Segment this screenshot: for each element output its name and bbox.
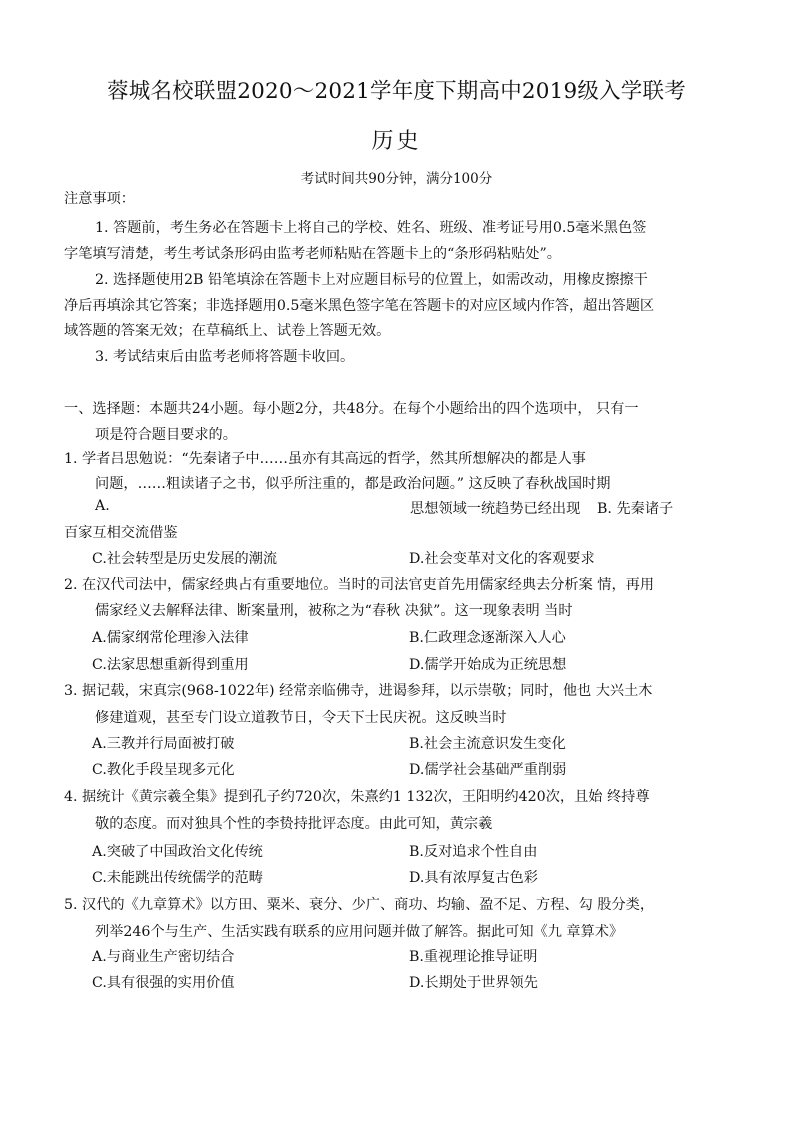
question-5-option-a: A.与商业生产密切结合 (92, 949, 235, 965)
question-5-stem: 列举246个与生产、生活实践有联系的应用问题并做了解答。据此可知《九 章算术》 (95, 924, 624, 940)
section-heading-cont: 项是符合题目要求的。 (95, 427, 237, 443)
question-2-option-a: A.儒家纲常伦理渗入法律 (92, 630, 249, 646)
question-2-option-d: D.儒学开始成为正统思想 (409, 657, 567, 673)
exam-title: 蓉城名校联盟2020～2021学年度下期高中2019级入学联考 (107, 79, 686, 104)
question-3-option-d: D.儒学社会基础严重削弱 (409, 762, 567, 778)
question-5-option-d: D.长期处于世界领先 (409, 975, 538, 991)
note-line: 1. 答题前，考生务必在答题卡上将自己的学校、姓名、班级、准考证号用0.5毫米黑色签 (95, 220, 647, 236)
exam-subject: 历史 (371, 129, 422, 154)
question-4-stem: 4. 据统计《黄宗羲全集》提到孔子约720次，朱熹约1 132次，王阳明约420次，且始 终持尊 (64, 789, 650, 805)
exam-info: 考试时间共90分钟，满分100分 (300, 171, 493, 187)
question-1-option-c: C.社会转型是历史发展的潮流 (92, 551, 278, 567)
question-1-option-a-label: A. (95, 498, 110, 514)
question-2-option-c: C.法家思想重新得到重用 (92, 657, 249, 673)
question-3-stem: 修建道观，甚至专门设立道教节日，令天下士民庆祝。这反映当时 (95, 710, 507, 726)
question-1-option-b: B. 先秦诸子 (597, 501, 674, 517)
question-3-option-a: A.三教并行局面被打破 (92, 736, 235, 752)
question-5-stem: 5. 汉代的《九章算术》以方田、粟米、衰分、少广、商功、均输、盈不足、方程、勾 股分类， (64, 897, 655, 913)
question-3-stem: 3. 据记载，宋真宗(968-1022年) 经常亲临佛寺，进谒参拜，以示崇敬；同时，他也 大兴土木 (64, 683, 653, 699)
question-4-option-b: B.反对追求个性自由 (409, 844, 538, 860)
question-2-stem: 儒家经义去解释法律、断案量刑，被称之为“春秋 决狱”。这一现象表明 当时 (95, 603, 573, 619)
note-line: 字笔填写清楚，考生考试条形码由监考老师粘贴在答题卡上的“条形码粘贴处”。 (64, 246, 561, 262)
question-5-option-c: C.具有很强的实用价值 (92, 975, 235, 991)
question-5-option-b: B.重视理论推导证明 (409, 949, 538, 965)
question-4-stem: 敬的态度。而对独具个性的李贽持批评态度。由此可知，黄宗羲 (95, 816, 493, 832)
question-4-option-c: C.未能跳出传统儒学的范畴 (92, 870, 263, 886)
notes-heading: 注意事项： (64, 191, 135, 207)
question-1-stem: 问题，……粗读诸子之书，似乎所注重的，都是政治问题。” 这反映了春秋战国时期 (95, 476, 611, 492)
question-1-option-d: D.社会变革对文化的客观要求 (409, 551, 595, 567)
question-3-option-c: C.教化手段呈现多元化 (92, 762, 235, 778)
question-4-option-d: D.具有浓厚复古色彩 (409, 870, 538, 886)
question-2-stem: 2. 在汉代司法中，儒家经典占有重要地位。当时的司法官吏首先用儒家经典去分析案 情，再用 (64, 577, 655, 593)
section-heading: 一、选择题：本题共24小题。每小题2分，共48分。在每个小题给出的四个选项中， 只有一 (64, 401, 639, 417)
question-2-option-b: B.仁政理念逐渐深入人心 (409, 630, 566, 646)
note-line: 域答题的答案无效；在草稿纸上、试卷上答题无效。 (64, 323, 391, 339)
question-1-option-a: 思想领域一统趋势已经出现 (410, 501, 581, 517)
note-line: 3. 考试结束后由监考老师将答题卡收回。 (95, 349, 355, 365)
question-4-option-a: A.突破了中国政治文化传统 (92, 844, 263, 860)
note-line: 2. 选择题使用2B 铅笔填涂在答题卡上对应题目标号的位置上，如需改动，用橡皮擦擦干 (95, 272, 648, 288)
note-line: 净后再填涂其它答案；非选择题用0.5毫米黑色签字笔在答题卡的对应区域内作答，超出答题区 (64, 298, 655, 314)
question-3-option-b: B.社会主流意识发生变化 (409, 736, 566, 752)
question-1-option-b-cont: 百家互相交流借鉴 (64, 525, 178, 541)
question-1-stem: 1. 学者吕思勉说：“先秦诸子中……虽亦有其高远的哲学，然其所想解决的都是人事 (64, 451, 586, 467)
